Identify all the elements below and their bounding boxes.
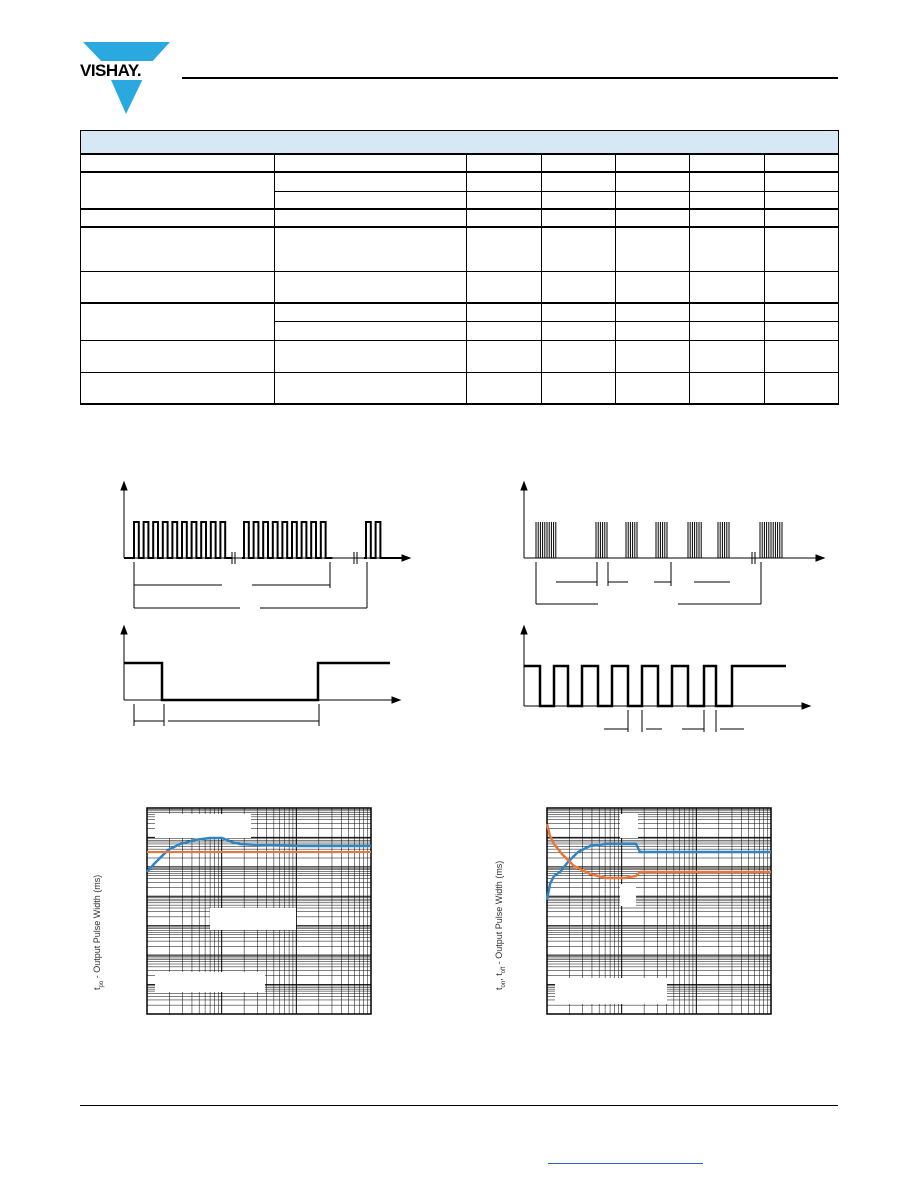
header-rule	[182, 77, 838, 79]
timing-diagram-input-burst-left	[110, 478, 420, 618]
table-row	[81, 372, 839, 404]
chart-left-ylabel: $t_{po}$ - Output Pulse Width (ms)	[92, 874, 105, 990]
timing-diagram-output-right	[510, 622, 820, 742]
footer-rule	[80, 1105, 838, 1106]
table-row	[81, 209, 839, 227]
table-row	[81, 271, 839, 303]
chart-right-ylabel: $t_{on}$, $t_{off}$ - Output Pulse Width (ms)	[494, 860, 507, 990]
table-row	[81, 340, 839, 372]
output-waveform	[524, 666, 786, 706]
ylabel-text: - Output Pulse Width (ms)	[92, 874, 102, 981]
timing-diagram-output-left	[110, 622, 410, 732]
ylabel-subscript-on: on	[500, 980, 507, 988]
legend-box	[155, 814, 251, 838]
legend-box	[620, 814, 638, 838]
chart-left	[140, 802, 380, 1018]
table-title	[81, 131, 839, 155]
table-row	[81, 303, 839, 321]
ylabel-text: - Output Pulse Width (ms)	[494, 860, 504, 967]
ylabel-subscript: po	[98, 980, 105, 988]
output-waveform	[124, 663, 390, 700]
ylabel-subscript-off: off	[500, 966, 507, 974]
annotation-box	[620, 884, 636, 906]
table-row	[81, 154, 839, 172]
annotation-box	[155, 972, 265, 992]
timing-diagram-input-burst-right	[510, 478, 830, 618]
table-row	[81, 227, 839, 271]
annotation-box	[210, 908, 296, 930]
table-title-row	[81, 131, 839, 155]
footer-link-underline[interactable]	[548, 1163, 703, 1164]
brand-dot: .	[136, 61, 142, 80]
brand-name: VISHAY	[80, 61, 137, 80]
burst-waveform	[124, 522, 402, 558]
vishay-logo	[78, 40, 178, 116]
table-row	[81, 172, 839, 191]
annotation-box	[555, 978, 667, 1004]
spec-table	[80, 130, 839, 405]
burst-waveform	[524, 522, 810, 558]
chart-right	[540, 802, 780, 1018]
